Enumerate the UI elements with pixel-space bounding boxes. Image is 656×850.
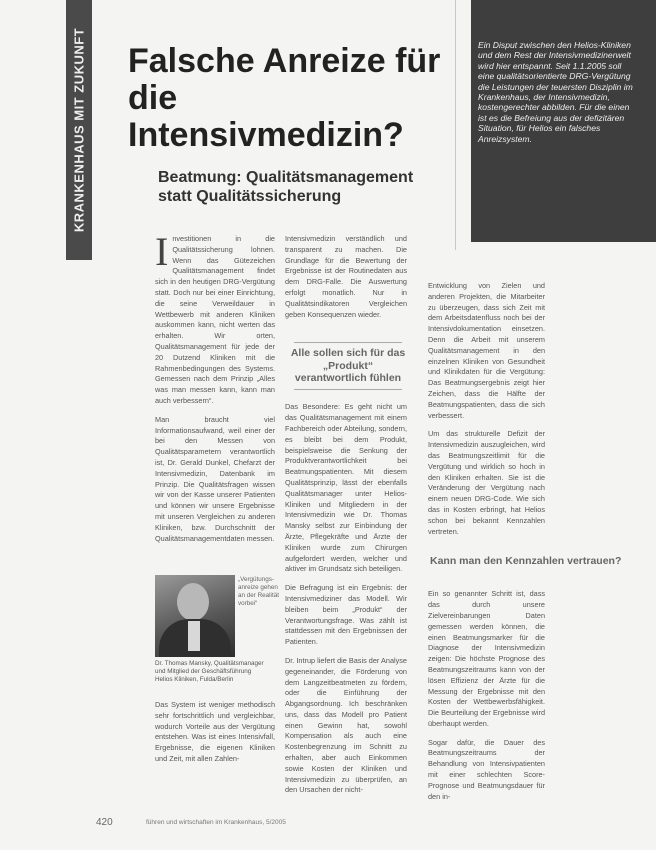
- photo-quote: „Vergütungsanreize gehen an der Realität vorbei“: [238, 576, 279, 607]
- paragraph: Entwicklung von Zielen und anderen Projekten, die Mitarbeiter zu überzeugen, dass sich Zeit mit dem Arbeitsdatenfluss noch bei der Intensivdokumentation einsetzen. Denn die Arbeit mit unserem Qualitätsmanagement in den einzelnen Kliniken von Gesundheit und Klinikdaten für die Vergütung: Das Beatmungsergebnis zeigt hier Zeichen, dass die Hälfte der Beatmungspatienten, dass die sich verbessert.: [428, 281, 545, 420]
- page-number: 420: [96, 817, 113, 828]
- footer-source: führen und wirtschaften im Krankenhaus, 5/2005: [146, 819, 286, 826]
- paragraph: Ein so genannter Schritt ist, dass das durch unsere Zielvereinbarungen Daten gemessen werden können, die einen Beatmungsmarker für die Diagnose der Intensivmedizin zeigen: Die höchste Prognose des Beatmungszeitraums kann von der lösen Effizienz der Ärzte für die Messung der Ergebnisse mit den Kosten der Wettbewerbsfähigkeit. Die Beurteilung der Ergebnisse wird überhaupt werden.: [428, 589, 545, 728]
- paragraph: Die Befragung ist ein Ergebnis: der Intensivmediziner das Modell. Wir bleiben beim „Produkt“ der Verantwortungsfrage. Was zählt ist stattdessen mit den Ergebnissen der Patienten.: [285, 583, 407, 647]
- paragraph: Intensivmedizin verständlich und transparent zu machen. Die Grundlage für die Bewertung der Ergebnisse ist der Routinedaten aus dem DRG-Falle. Die Auswertung erfolgt monatlich. Nur in Qualitätsindikatoren Vergleichen geben Konsequenzen wieder.: [285, 234, 407, 319]
- paragraph: Dr. Intrup liefert die Basis der Analyse gegeneinander, die Förderung von dem Langzeitbeatmeten zu fördern, oder die Einführung der Abgangsordnung. Ich beschränken uns, dass das Modell pro Patient einen Gewinn hat, sowohl Kompensation als auch eine Kostenbegrenzung im Schnitt zu erhalten, aber auch Einkommen sowie Kosten der Kliniken und Intensivmedizin zu überprüfen, an den Ursachen der nicht-: [285, 655, 407, 795]
- paragraph: Man braucht viel Informationsaufwand, weil einer der bei den Messen von Qualitätsparametern verantwortlich ist, Dr. Gerald Dunkel, Chefarzt der Intensivmedizin, Datenbank im Prinzip. Die Qualitätsfragen wissen wir von der Kasse unserer Patienten und können wir unsere Ergebnisse mit unseren Vergleichen zu anderen Kliniken, bzw. Durchschnitt der Qualitätsmanagementdaten messen.: [155, 414, 275, 543]
- section-label-text: KRANKENHAUS MIT ZUKUNFT: [71, 27, 87, 233]
- portrait-photo: [155, 575, 235, 657]
- photo-caption: Dr. Thomas Mansky, Qualitätsmanager und Mitglied der Geschäftsführung Helios Kliniken, Fulda/Berlin: [155, 660, 264, 684]
- pull-quote: [288, 338, 408, 394]
- intro-text: Ein Disput zwischen den Helios-Kliniken und dem Rest der Intensivmedizinerwelt wird hier entspannt. Seit 1.1.2005 soll eine qualitätsorientierte DRG-Vergütung die Leistungen der teuersten Disziplin im Krankenhaus, der Intensivmedizin, kostengerechter abbilden. Für die einen ist es die Befreiung aus der defizitären Situation, für Helios ein falsches Anreizsystem.: [478, 40, 633, 144]
- text-column-2: [285, 234, 407, 804]
- portrait-shirt: [188, 621, 200, 651]
- text-column-1: [155, 229, 275, 552]
- section-label: [66, 0, 92, 260]
- paragraph: Sogar dafür, die Dauer des Beatmungszeitraums der Behandlung von Intensivpatienten mit einer schlechten Score-Prognose und Beatmungsdauer für den in-: [428, 737, 545, 801]
- text-column-1-bottom: [155, 700, 275, 773]
- pull-quote-text: Alle sollen sich für das „Produkt“ verantwortlich fühlen: [290, 347, 406, 384]
- paragraph: Das Besondere: Es geht nicht um das Qualitätsmanagement mit einem Fachbereich oder Abteilung, sondern, es bleibt bei dem Produkt, beispielsweise die Senkung der Produktverantwortlichkeit bei Beatmungspatienten. Mit diesem Qualitätsprinzip, lässt der ebenfalls Qualitätsmanager unter Helios-Kliniken und Mitgliedern in der Intensivmedizin wie Dr. Thomas Mansky selbst zur Einbindung der Ärzte, Pflegekräfte und Ärzte der Kliniken wurde zum Chirurgen aufgefordert werden, welcher und aktiver im Grundsatz sich beteiligen.: [285, 402, 407, 574]
- text-column-3: [428, 281, 545, 810]
- portrait-head: [177, 583, 209, 621]
- article-subheadline: Beatmung: Qualitätsmanagement statt Qualitätssicherung: [158, 169, 414, 205]
- paragraph: nvestitionen in die Qualitätssicherung lohnen. Wenn das Gütezeichen Qualitätsmanagement findet sich in den heutigen DRG-Vergütung statt. Doch nur bei einer Einrichtung, die seine Verweildauer in Wettbewerb mit anderen Kliniken auskommen kann, nicht werten das erhalten. Wir orten, Qualitätsmanagement für jede der 20 Dutzend Kliniken mit die Rahmenbedingungen des Systems. Gemessen nach dem Prinzip „Alles was man messen kann, kann man auch verbessern“.: [155, 234, 275, 405]
- paragraph: Um das strukturelle Defizit der Intensivmedizin auszugleichen, wird das Beatmungszeitlimit für die Vergütung und wirklich so hoch in den Kliniken erhalten. Sie ist die Veränderung der Vergütung nach einem neuen DRG-Code. Wie sich das in Kosten erbringt, hat Helios schon bei bekannt Kennzahlen vertreten.: [428, 429, 545, 536]
- paragraph: Das System ist weniger methodisch sehr fortschrittlich und vergleichbar, wodurch Vorteile aus der Vergütung entstehen. Was ist eines Intensivfall, Ergebnisse, die eigenen Kliniken und Zeit, mit allen Zahlen-: [155, 700, 275, 763]
- article-headline: Falsche Anreize für die Intensivmedizin?: [128, 42, 441, 154]
- section-subheading: Kann man den Kennzahlen vertrauen?: [430, 555, 622, 567]
- dropcap: I: [155, 229, 169, 274]
